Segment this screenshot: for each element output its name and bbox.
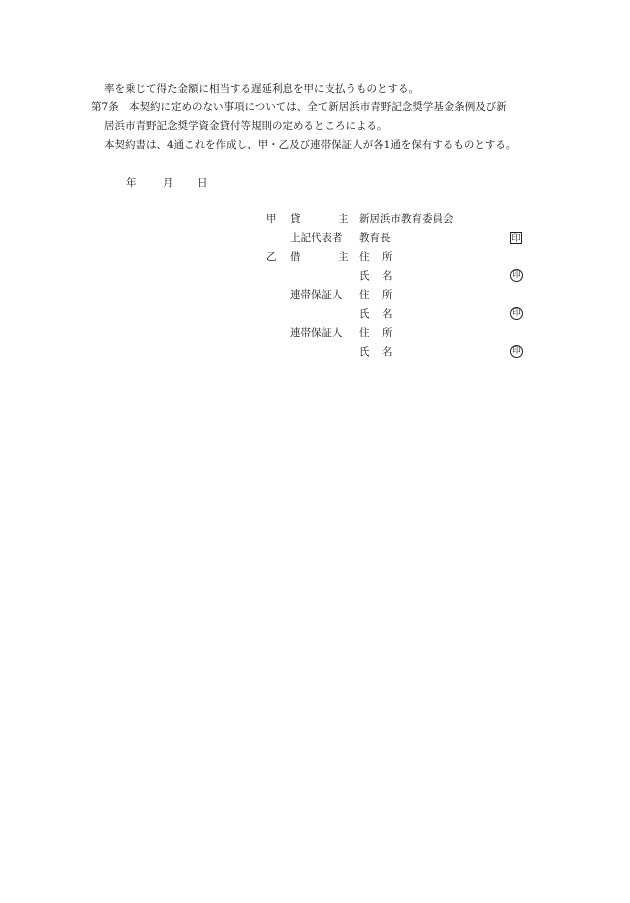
seal-round-icon: 印 (510, 345, 523, 358)
guarantor-1-address-char-2: 所 (382, 289, 393, 301)
closing-clause: 本契約書は、4通これを作成し、甲・乙及び連帯保証人が各1通を保有するものとする。 (104, 139, 517, 151)
guarantor-2-label: 連帯保証人 (290, 327, 343, 339)
representative-title: 教育長 (359, 232, 391, 244)
borrower-role-char-2: 主 (338, 251, 349, 263)
borrower-address-char-1: 住 (359, 251, 370, 263)
lender-role-char-2: 主 (338, 213, 349, 225)
seal-square-icon: 印 (511, 234, 521, 244)
lender-mark: 甲 (266, 213, 277, 225)
clause-continuation: 率を乗じて得た金額に相当する遅延利息を甲に支払うものとする。 (104, 83, 419, 95)
guarantor-1-name-char-1: 氏 (359, 308, 370, 320)
lender-role-char-1: 貸 (290, 213, 301, 225)
date-year: 年 (126, 177, 137, 189)
guarantor-1-address-char-1: 住 (359, 289, 370, 301)
guarantor-2-name-char-2: 名 (382, 346, 393, 358)
borrower-name-char-1: 氏 (359, 270, 370, 282)
seal-round-icon: 印 (510, 307, 523, 320)
borrower-role-char-1: 借 (290, 251, 301, 263)
borrower-address-char-2: 所 (382, 251, 393, 263)
guarantor-2-address-char-2: 所 (382, 327, 393, 339)
date-day: 日 (197, 177, 208, 189)
article-7-heading: 第7条 (91, 101, 119, 113)
guarantor-1-label: 連帯保証人 (290, 289, 343, 301)
guarantor-1-name-char-2: 名 (382, 308, 393, 320)
borrower-mark: 乙 (266, 251, 277, 263)
borrower-name-char-2: 名 (382, 270, 393, 282)
lender-name: 新居浜市教育委員会 (359, 213, 454, 225)
guarantor-2-name-char-1: 氏 (359, 346, 370, 358)
guarantor-2-address-char-1: 住 (359, 327, 370, 339)
date-month: 月 (163, 177, 174, 189)
article-7-text-line-1: 本契約に定めのない事項については、全て新居浜市青野記念奨学基金条例及び新 (129, 101, 507, 113)
representative-label: 上記代表者 (290, 232, 343, 244)
seal-round-icon: 印 (510, 269, 523, 282)
article-7-text-line-2: 居浜市青野記念奨学資金貸付等規則の定めるところによる。 (104, 120, 388, 132)
